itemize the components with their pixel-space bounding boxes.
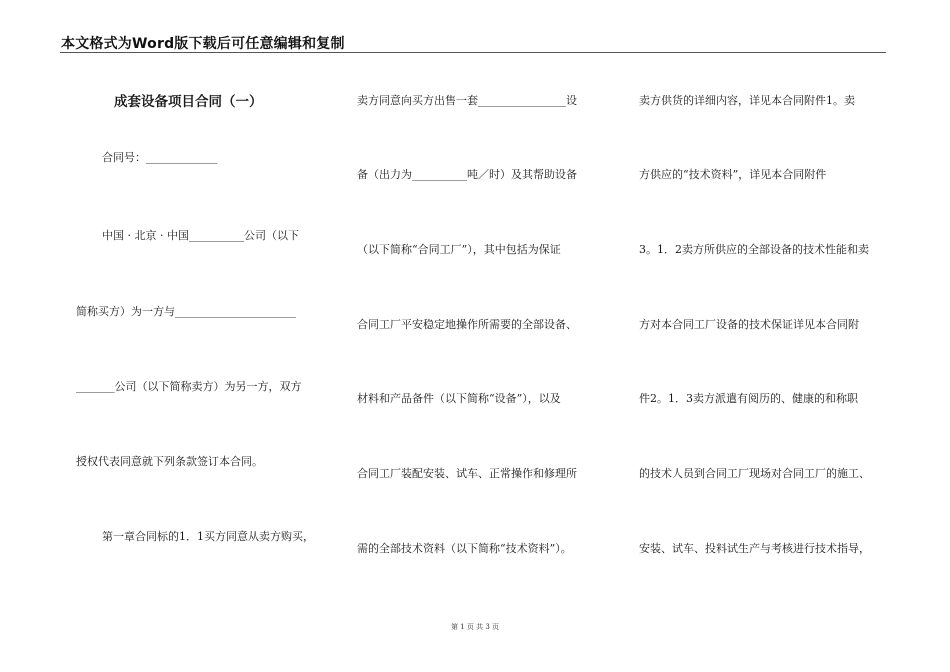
page-number: 第 1 页 共 3 页 [450,623,500,631]
column-2-line: 需的全部技术资料（以下简称“技术资料”）。 [357,542,572,555]
column-1-line: 第一章合同标的1．1买方同意从卖方购买， [102,530,314,543]
column-3-line: 方对本合同工厂设备的技术保证详见本合同附 [639,318,859,331]
column-3-line: 方供应的“技术资料”，详见本合同附件 [639,168,827,181]
header-rule [60,52,886,53]
column-2-line: 卖方同意向买方出售一套________________设 [357,94,577,107]
header-title: 本文格式为Word版下载后可任意编辑和复制 [61,36,345,52]
column-2-line: 合同工厂装配安装、试车、正常操作和修理所 [357,467,577,480]
column-2-line: 材料和产品备件（以下简称“设备”），以及 [357,392,561,405]
column-3-line: 的技术人员到合同工厂现场对合同工厂的施工、 [639,467,870,480]
column-3-line: 3。1．2卖方所供应的全部设备的技术性能和卖 [639,243,869,256]
column-1-line: 合同号：_____________ [102,151,218,164]
column-2-line: 备（出力为__________吨／时）及其帮助设备 [357,168,577,181]
column-2-line: 合同工厂平安稳定地操作所需要的全部设备、 [357,318,577,331]
column-3-line: 件2。1．3卖方派遣有阅历的、健康的和称职 [639,392,858,405]
column-1-line: _______公司（以下简称卖方）为另一方，双方 [76,380,302,393]
document-title: 成套设备项目合同（一） [114,94,263,110]
column-3-line: 卖方供货的详细内容，详见本合同附件1。卖 [639,94,855,107]
column-1-line: 授权代表同意就下列条款签订本合同。 [76,455,263,468]
column-3-line: 安装、试车、投料试生产与考核进行技术指导， [639,542,870,555]
column-1-line: 中国 · 北京 · 中国__________公司（以下 [102,229,299,242]
column-1-line: 简称买方）为一方与______________________ [76,305,296,318]
column-2-line: （以下简称“合同工厂”），其中包括为保证 [357,243,561,256]
